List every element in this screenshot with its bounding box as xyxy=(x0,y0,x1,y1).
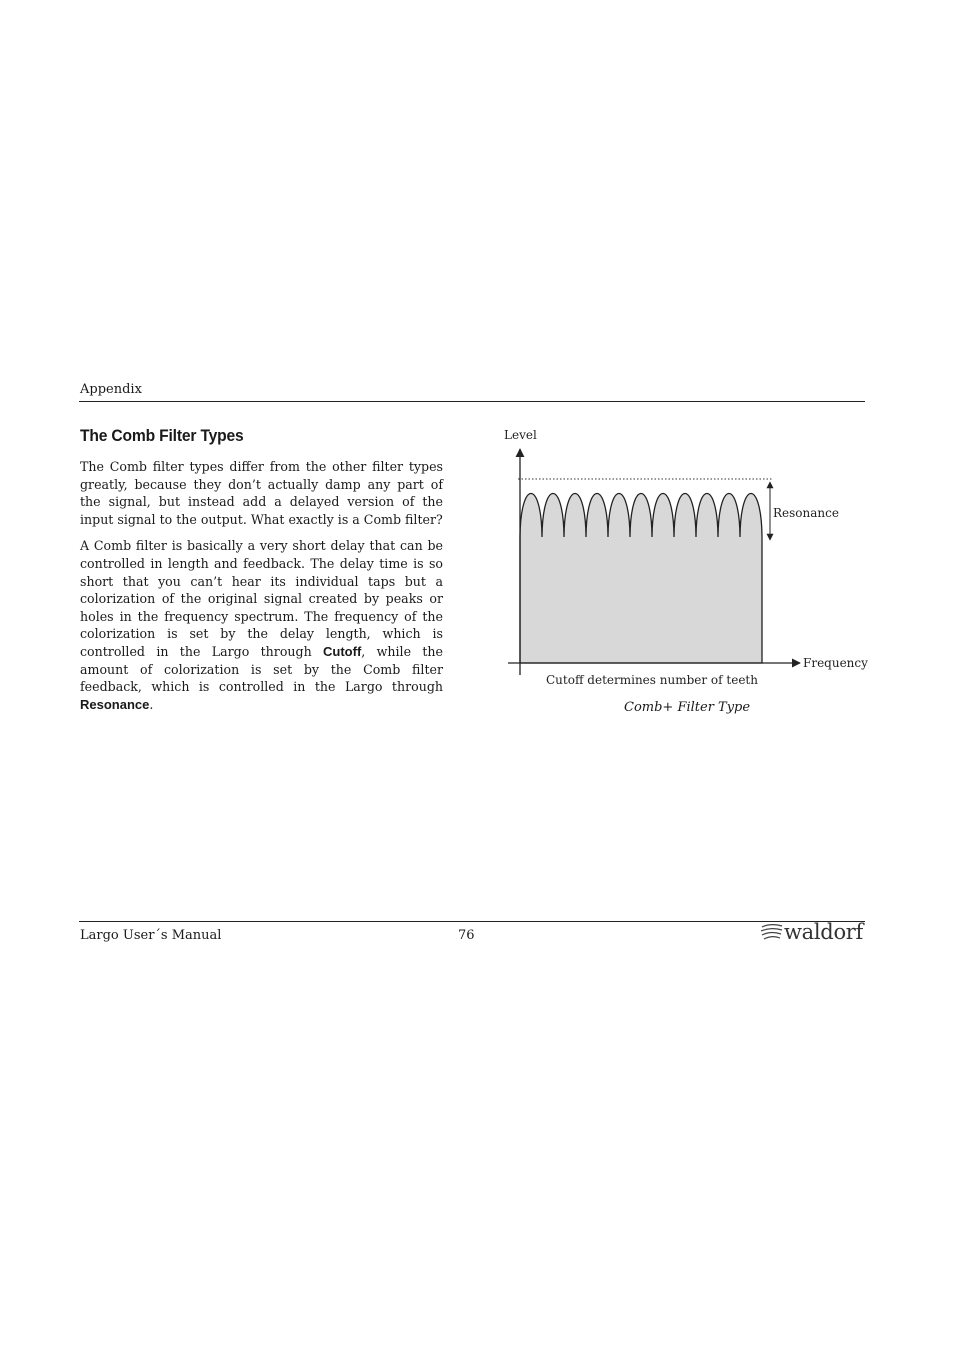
y-axis-label: Level xyxy=(504,428,537,442)
paragraph-2-text-3: . xyxy=(149,696,154,712)
waldorf-swirl-icon xyxy=(760,923,784,941)
waldorf-logo-text: waldorf xyxy=(784,920,864,944)
comb-filter-diagram xyxy=(500,425,870,699)
cutoff-term: Cutoff xyxy=(323,643,362,659)
waldorf-logo xyxy=(760,920,863,944)
manual-title: Largo User´s Manual xyxy=(80,928,222,943)
resonance-label: Resonance xyxy=(773,506,839,520)
cutoff-label: Cutoff determines number of teeth xyxy=(546,673,758,687)
footer-divider xyxy=(79,921,865,922)
paragraph-2-text-2: , while the amount of colorization is set by the Comb filter feedback, which is controlled in the Largo through xyxy=(80,643,443,695)
header-divider xyxy=(79,401,865,402)
body-text xyxy=(80,458,443,722)
figure-caption: Comb+ Filter Type xyxy=(624,700,751,715)
page-number: 76 xyxy=(458,928,475,943)
header-section-label: Appendix xyxy=(80,382,142,397)
comb-filter-svg xyxy=(500,425,870,695)
paragraph-1: The Comb filter types differ from the other filter types greatly, because they don’t actually damp any part of the signal, but instead add a delayed version of the input signal to the output. What exactly is a Comb filter? xyxy=(80,459,443,527)
resonance-term: Resonance xyxy=(80,696,150,712)
paragraph-2 xyxy=(80,537,443,713)
comb-response-area xyxy=(520,494,762,664)
x-axis-label: Frequency xyxy=(803,656,868,670)
paragraph-2-text-1: A Comb filter is basically a very short delay that can be controlled in length and feedback. The delay time is so short that you can’t hear its individual taps but a colorization of the original signal created by peaks or holes in the frequency spectrum. The frequency of the colorization is set by the delay length, which is controlled in the Largo through xyxy=(80,538,443,659)
section-title: The Comb Filter Types xyxy=(80,426,244,445)
